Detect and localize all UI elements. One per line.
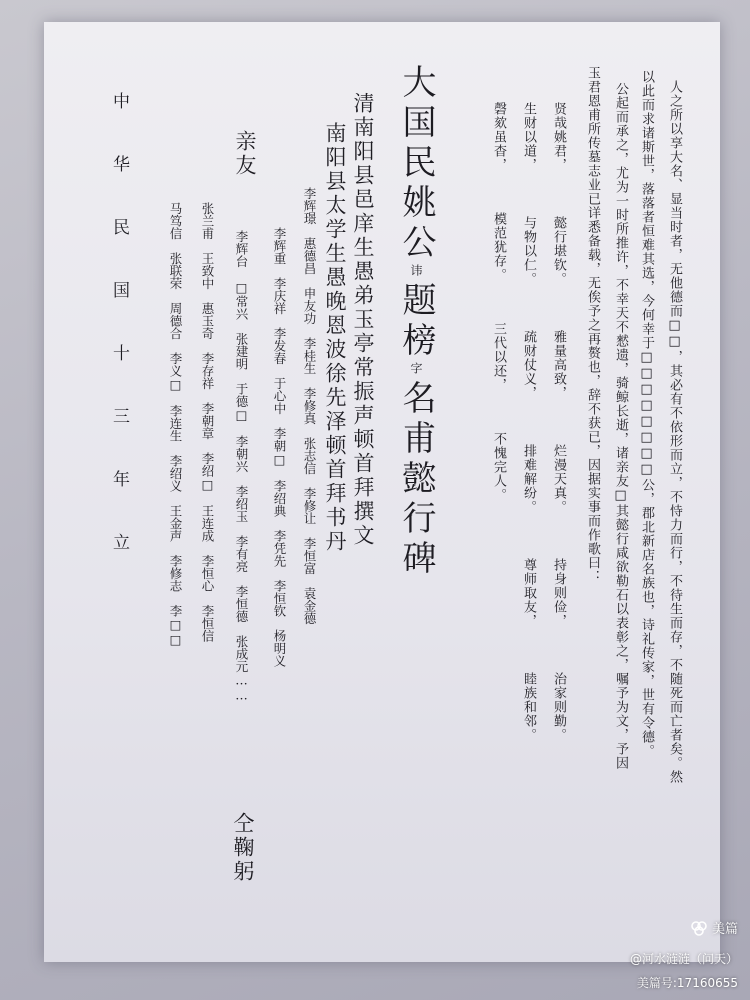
preface-line-4: 玉君恩甫所传墓志业已详悉备载，无俟予之再赘也，辞不获已，因据实事而作歌曰： <box>585 66 600 584</box>
verse-phrase: 持身则俭， <box>551 558 566 628</box>
stele-rubbing-page <box>44 22 720 962</box>
verse-phrase: 不愧完人。 <box>491 432 506 502</box>
preface-line-2: 以此而求诸斯世，落落者恒难其选，今何幸于□□□□□□□□公，郡北新店名族也，诗礼传家，世有令德。 <box>639 70 654 758</box>
verse-column-3 <box>490 102 506 502</box>
relatives-column-5: 马笃信 张联荣 周德合 李义□ 李连生 李绍义 王金声 李修志 李□□ <box>168 202 183 647</box>
relatives-column-1: 李辉璟 惠德昌 申友功 李桂生 李修真 张志信 李修让 李恒富 袁金德 <box>302 187 317 625</box>
dedication-calligrapher: 南阳县太学生愚晚恩波徐先泽顿首拜书丹 <box>323 122 347 554</box>
title-main: 大国民姚公 <box>396 64 436 264</box>
verse-phrase: 排难解纷。 <box>521 444 536 514</box>
dedication-author: 清南阳县邑庠生愚弟玉亭常振声顿首拜撰文 <box>351 92 375 548</box>
verse-phrase: 治家则勤。 <box>551 672 566 742</box>
relatives-column-4: 张兰甫 王致中 惠玉奇 李存祥 李朝章 李绍□ 王连成 李恒心 李恒信 <box>200 202 215 642</box>
title-note-hui: 讳 <box>409 264 423 282</box>
relatives-column-3: 李辉台 □常兴 张建明 于德□ 李朝兴 李绍玉 李有亮 李恒德 张成元…… <box>234 230 249 703</box>
verse-column-1 <box>550 102 566 742</box>
verse-phrase: 懿行堪钦。 <box>551 216 566 286</box>
erectors-bow: 仝鞠躬 <box>231 812 255 884</box>
meipian-brand: 美篇 <box>711 922 738 937</box>
verse-phrase: 尊师取友， <box>521 558 536 628</box>
relatives-column-2: 李辉重 李庆祥 李发春 于心中 李朝□ 李绍典 李凭先 李恒钦 杨明义 <box>272 227 287 667</box>
verse-phrase: 烂漫天真。 <box>551 444 566 514</box>
title-note-zi: 字 <box>409 362 423 380</box>
verse-phrase: 生财以道， <box>521 102 536 172</box>
verse-phrase: 雅量高致， <box>551 330 566 400</box>
verse-column-2 <box>520 102 536 742</box>
verse-phrase: 疏财仗义， <box>521 330 536 400</box>
meipian-logo <box>690 918 738 937</box>
stele-title <box>396 64 436 580</box>
verse-phrase: 磬欬虽杳， <box>491 102 506 172</box>
preface-line-1: 人之所以享大名、显当时者，无他德而□□，其必有不依形而立，不恃力而行，不待生而存，不随死而亡者矣。然 <box>667 80 682 784</box>
verse-phrase: 模范犹存。 <box>491 212 506 282</box>
title-given: 题榜 <box>396 282 436 362</box>
verse-phrase: 贤哉姚君， <box>551 102 566 172</box>
verse-phrase: 睦族和邻。 <box>521 672 536 742</box>
meipian-id: 美篇号:17160655 <box>636 976 738 990</box>
verse-phrase: 与物以仁。 <box>521 216 536 286</box>
erection-date: 中华民国十三年立 <box>109 92 129 596</box>
meipian-logo-icon <box>690 919 708 937</box>
relatives-label: 亲友 <box>233 130 257 178</box>
title-courtesy: 名甫懿行碑 <box>396 380 436 580</box>
verse-phrase: 三代以还， <box>491 322 506 392</box>
preface-line-3: 公起而承之，尤为一时所推许，不幸天不憖遗，骑鲸长逝，诸亲友□其懿行咸欲勒石以表彰之，嘱予为文，予因 <box>613 82 628 770</box>
author-credit: @河水涟涟（问天） <box>629 952 738 966</box>
